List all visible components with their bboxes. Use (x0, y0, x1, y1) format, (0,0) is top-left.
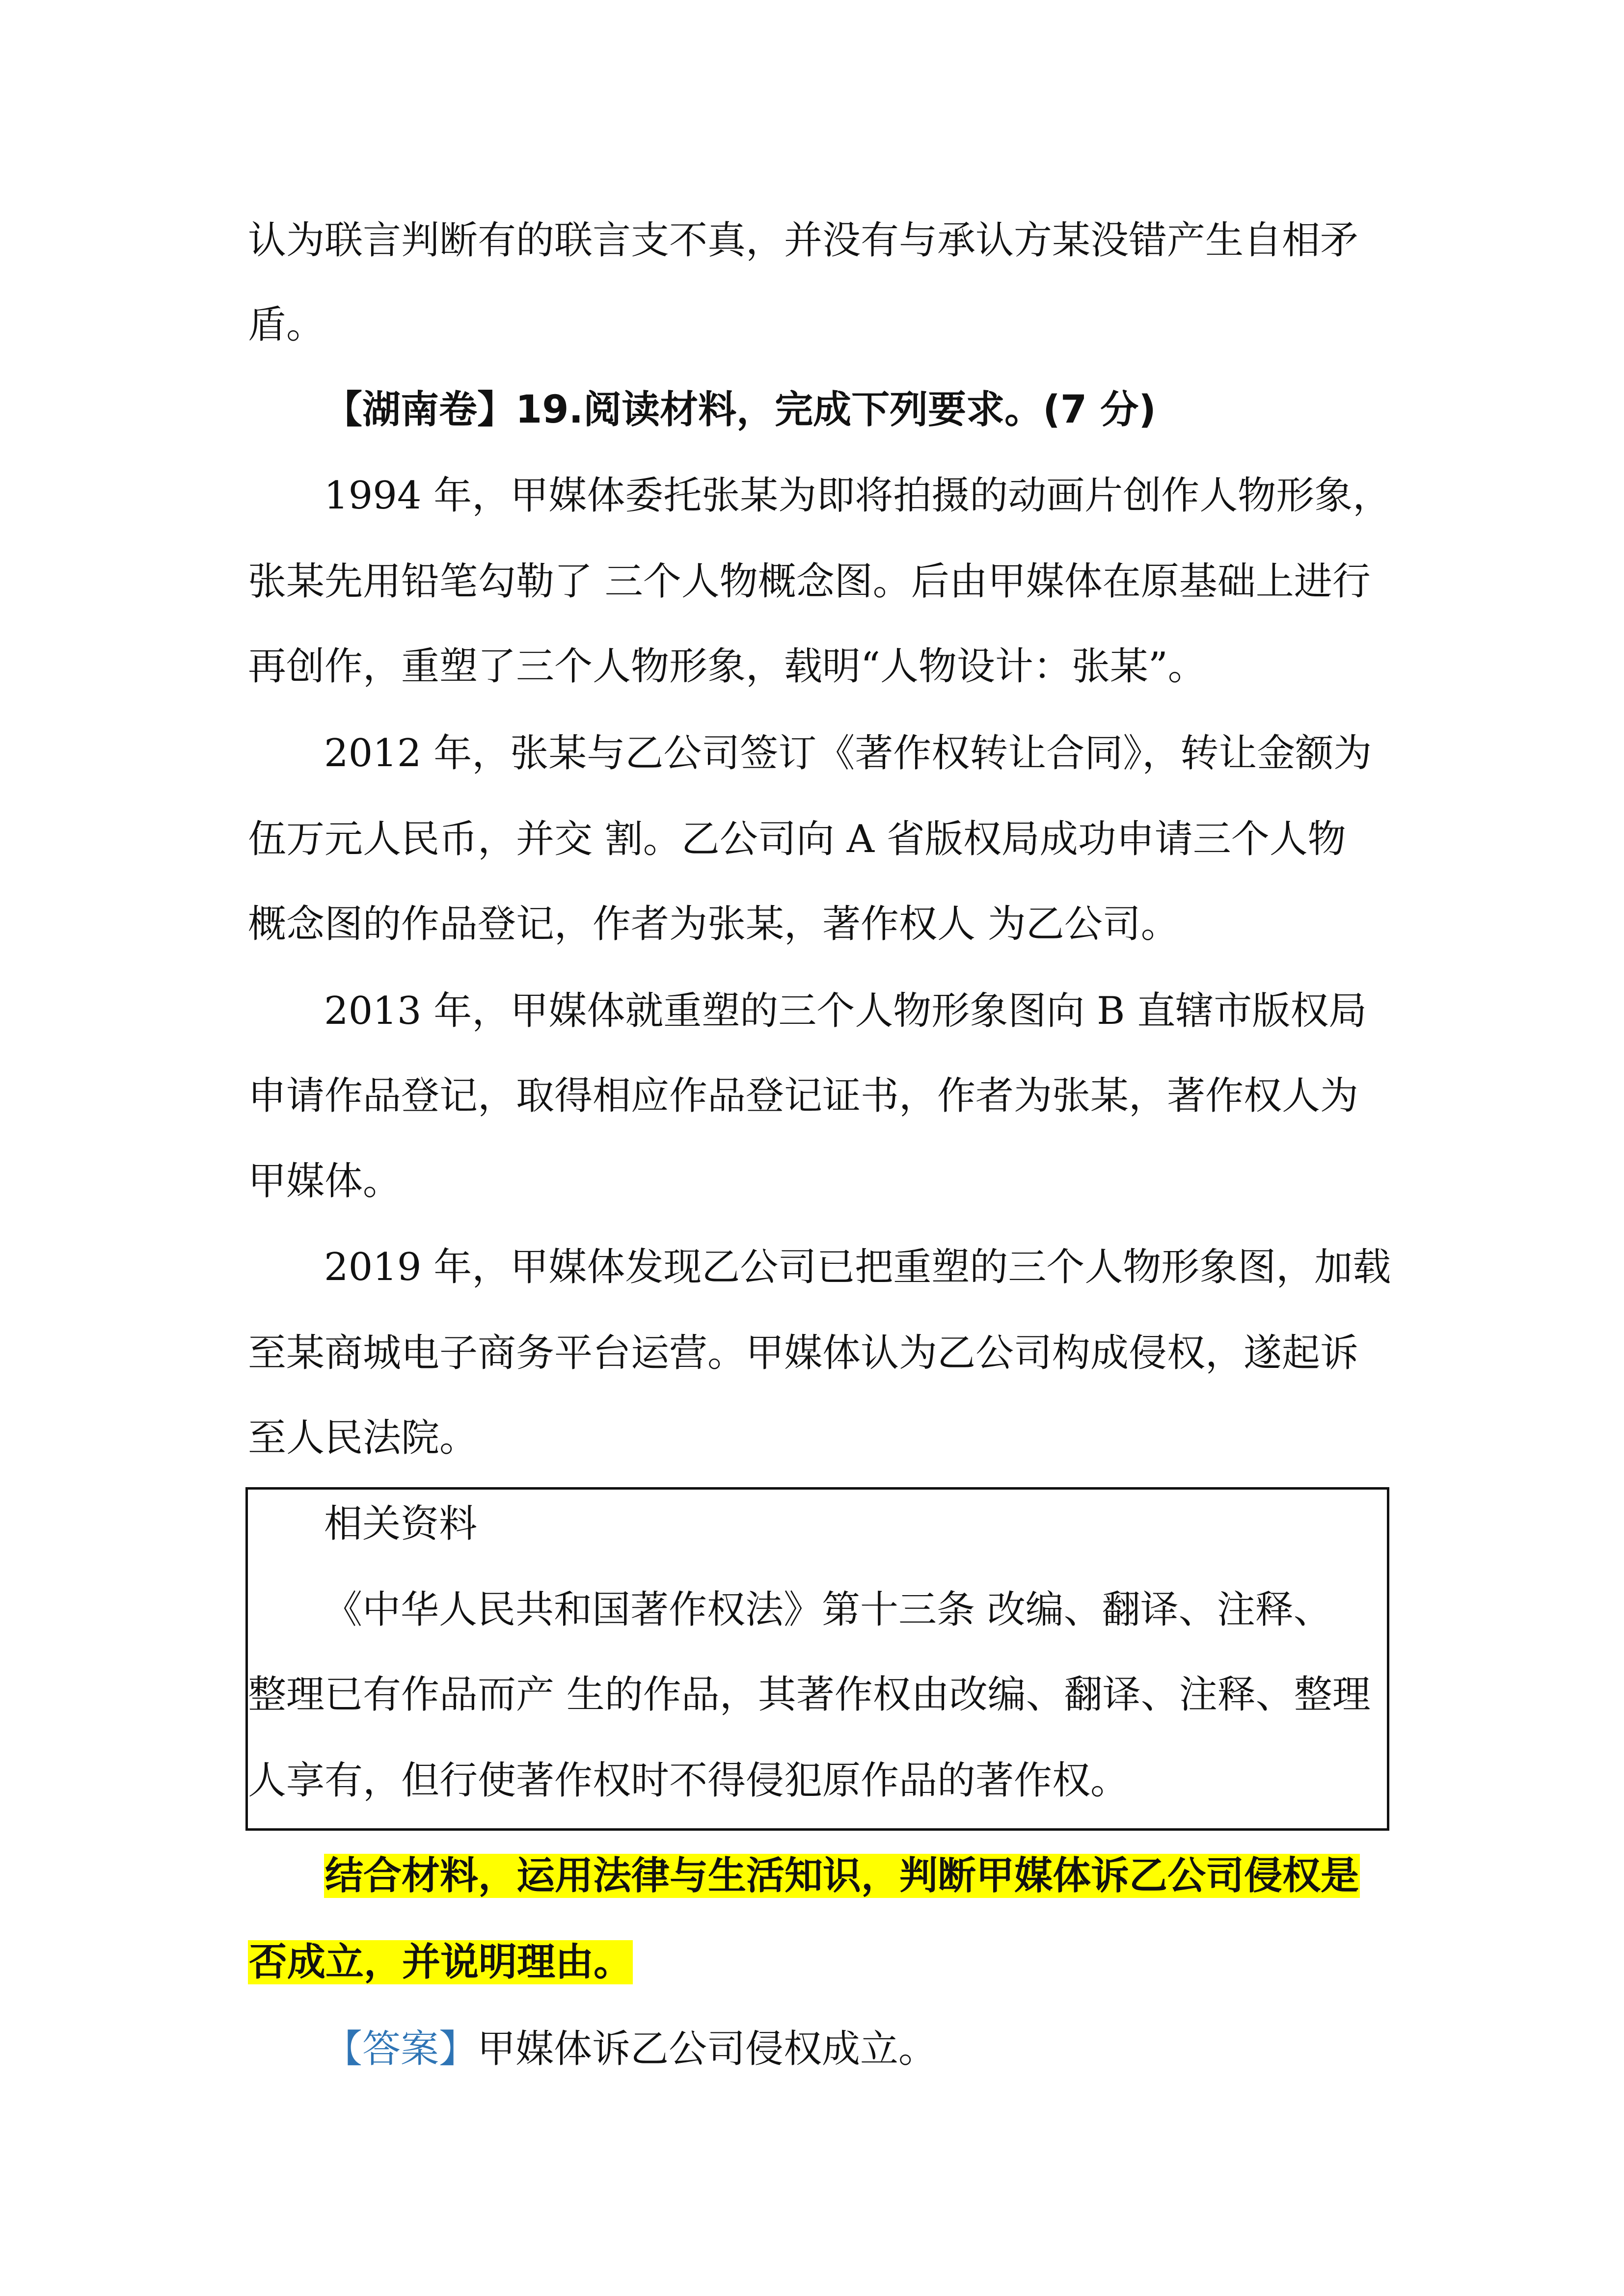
answer-line (324, 2025, 937, 2074)
question-prompt-line-1 (324, 1851, 1360, 1900)
material-paragraph-2-line-2: 伍万元人民币，并交 割。乙公司向 A 省版权局成功申请三个人物 (248, 817, 1346, 861)
related-materials-line-2: 整理已有作品而产 生的作品，其著作权由改编、翻译、注释、整理 (248, 1673, 1371, 1717)
continuation-line-2: 盾。 (248, 303, 325, 347)
material-paragraph-1-line-2: 张某先用铅笔勾勒了 三个人物概念图。后由甲媒体在原基础上进行 (248, 560, 1371, 604)
material-paragraph-2-line-1: 2012 年，张某与乙公司签订《著作权转让合同》，转让金额为 (324, 731, 1372, 775)
answer-text: 甲媒体诉乙公司侵权成立。 (477, 2027, 937, 2071)
related-materials-line-3: 人享有，但行使著作权时不得侵犯原作品的著作权。 (248, 1759, 1129, 1803)
question-prompt-highlight-1: 结合材料，运用法律与生活知识，判断甲媒体诉乙公司侵权是 (325, 1854, 1359, 1898)
question-prompt-line-2 (248, 1938, 633, 1987)
material-paragraph-3-line-2: 申请作品登记，取得相应作品登记证书，作者为张某，著作权人为 (248, 1074, 1359, 1118)
material-paragraph-4-line-2: 至某商城电子商务平台运营。甲媒体认为乙公司构成侵权，遂起诉 (248, 1331, 1359, 1375)
question-heading: 【湖南卷】19.阅读材料，完成下列要求。(7 分) (324, 388, 1156, 432)
question-prompt-highlight-2: 否成立，并说明理由。 (249, 1940, 632, 1984)
material-paragraph-1-line-1: 1994 年，甲媒体委托张某为即将拍摄的动画片创作人物形象， (324, 474, 1391, 518)
material-paragraph-4-line-1: 2019 年，甲媒体发现乙公司已把重塑的三个人物形象图，加载 (324, 1245, 1391, 1289)
material-paragraph-2-line-3: 概念图的作品登记，作者为张某，著作权人 为乙公司。 (248, 902, 1179, 946)
material-paragraph-3-line-1: 2013 年，甲媒体就重塑的三个人物形象图向 B 直辖市版权局 (324, 989, 1367, 1033)
material-paragraph-1-line-3: 再创作，重塑了三个人物形象，载明“人物设计：张某”。 (248, 644, 1206, 689)
related-materials-line-1: 《中华人民共和国著作权法》第十三条 改编、翻译、注释、 (324, 1588, 1332, 1632)
related-materials-title: 相关资料 (324, 1502, 478, 1546)
material-paragraph-3-line-3: 甲媒体。 (248, 1159, 402, 1203)
answer-label: 【答案】 (324, 2027, 478, 2071)
continuation-line-1: 认为联言判断有的联言支不真，并没有与承认方某没错产生自相矛 (248, 218, 1359, 263)
material-paragraph-4-line-3: 至人民法院。 (248, 1416, 478, 1460)
